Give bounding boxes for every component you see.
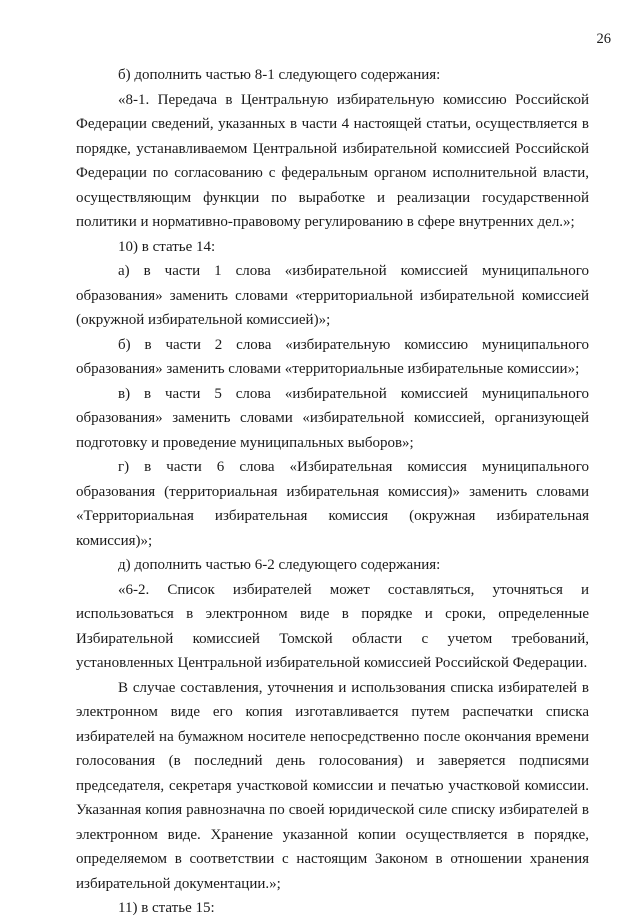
paragraph-amendment-d-part-6-2: д) дополнить частью 6-2 следующего содержания:: [118, 557, 441, 573]
paragraph-amendment-v-part-5: в) в части 5 слова «избирательной комиссией муниципального образования» заменить словами «избирательной комиссией, организующей подготовку и проведение муниципальных выборов»;: [76, 385, 589, 451]
paragraph-amendment-g-part-6: г) в части 6 слова «Избирательная комиссия муниципального образования (территориальная избирательная комиссия)» заменить словами «Территориальная избирательная комиссия (окружная избирательная комиссия)»;: [76, 459, 589, 549]
paragraph-item-11-article-15: 11) в статье 15:: [118, 900, 215, 916]
paragraph-amendment-b-part-2: б) в части 2 слова «избирательную комиссию муниципального образования» заменить словами «территориальные избирательные комиссии»;: [76, 336, 589, 377]
paragraph-amendment-b-part-8-1: б) дополнить частью 8-1 следующего содержания:: [118, 67, 441, 83]
paragraph-electronic-list-copy: В случае составления, уточнения и использования списка избирателей в электронном виде его копия изготавливается путем распечатки списка избирателей на бумажном носителе непосредственно после окончания времени голосования (в последний день голосования) и заверяется подписями председателя, секретаря участковой комиссии и печатью участковой комиссии. Указанная копия равнозначна по своей юридической силе списку избирателей в электронном виде. Хранение указанной копии осуществляется в порядке, определяемом в соответствии с настоящим Законом в отношении хранения избирательной документации.»;: [76, 679, 589, 892]
paragraph-part-8-1-text: «8-1. Передача в Центральную избирательную комиссию Российской Федерации сведений, указанных в части 4 настоящей статьи, осуществляется в порядке, устанавливаемом Центральной избирательной комиссией Российской Федерации по согласованию с федеральным органом исполнительной власти, осуществляющим функции по выработке и реализации государственной политики и нормативно-правовому регулированию в сфере внутренних дел.»;: [76, 91, 589, 230]
paragraph-amendment-a-part-1: а) в части 1 слова «избирательной комиссией муниципального образования» заменить словами «территориальной избирательной комиссией (окружной избирательной комиссией)»;: [76, 263, 589, 328]
paragraph-item-10-article-14: 10) в статье 14:: [118, 238, 216, 255]
document-body: [76, 63, 589, 921]
page-number: 26: [596, 31, 611, 47]
paragraph-part-6-2-text: «6-2. Список избирателей может составляться, уточняться и использоваться в электронном виде в порядке и сроки, определенные Избирательной комиссией Томской области с учетом требований, установленных Центральной избирательной комиссией Российской Федерации.: [76, 581, 589, 671]
